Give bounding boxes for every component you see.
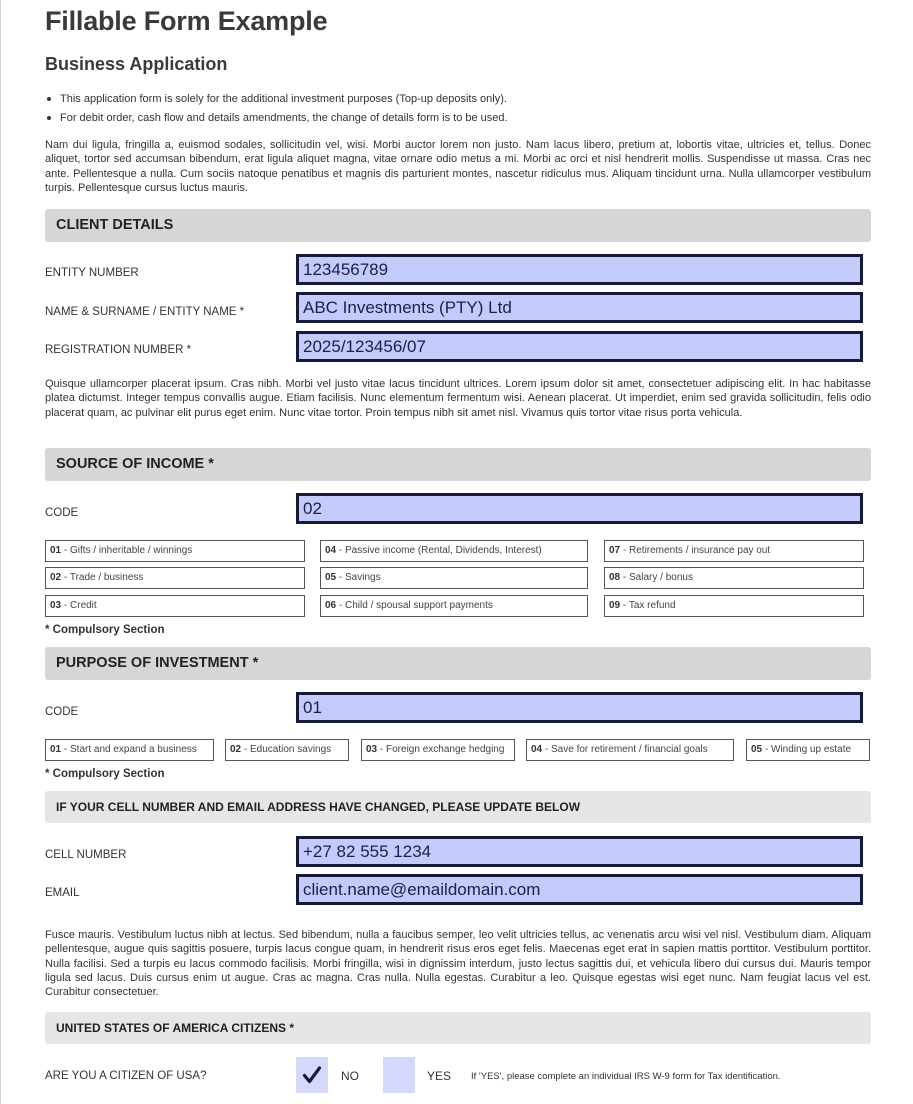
checkmark-icon — [302, 1065, 322, 1085]
irs-w9-note: If 'YES', please complete an individual IRS W-9 form for Tax identification. — [471, 1071, 781, 1082]
instruction-item: For debit order, cash flow and details amendments, the change of details form is to be used. — [45, 110, 875, 129]
email-label: EMAIL — [45, 887, 80, 899]
cell-number-label: CELL NUMBER — [45, 849, 127, 861]
purpose-of-investment-heading: PURPOSE OF INVESTMENT * — [45, 647, 871, 680]
usa-citizens-heading: UNITED STATES OF AMERICA CITIZENS * — [45, 1012, 871, 1044]
purpose-option-01: 01 - Start and expand a business — [45, 739, 214, 761]
cell-number-input[interactable] — [296, 836, 863, 867]
income-code-label: CODE — [45, 507, 79, 519]
usa-citizen-no-label: NO — [341, 1069, 359, 1083]
usa-citizen-question: ARE YOU A CITIZEN OF USA? — [45, 1070, 207, 1082]
source-of-income-heading: SOURCE OF INCOME * — [45, 448, 871, 481]
contact-update-heading: IF YOUR CELL NUMBER AND EMAIL ADDRESS HAVE CHANGED, PLEASE UPDATE BELOW — [45, 791, 871, 823]
instructions-list — [45, 91, 875, 129]
intro-paragraph: Nam dui ligula, fringilla a, euismod sodales, sollicitudin vel, wisi. Morbi auctor lorem non justo. Nam lacus libero, pretium at, lobortis vitae, ultricies et, tellus. Donec aliquet, tortor sed accumsan bibendum, erat ligula aliquet magna, vitae ornare odio metus a mi. Morbi ac orci et nisl hendrerit mollis. Suspendisse ut massa. Cras nec ante. Pellentesque a nulla. Cum sociis natoque penatibus et magnis dis parturient montes, nascetur ridiculus mus. Aliquam tincidunt urna. Nulla ullamcorper vestibulum turpis. Pellentesque cursus luctus mauris. — [45, 139, 871, 194]
income-code-input[interactable] — [296, 493, 863, 524]
income-option-07: 07 - Retirements / insurance pay out — [604, 540, 864, 562]
purpose-code-input[interactable] — [296, 692, 863, 723]
income-compulsory-note: * Compulsory Section — [45, 624, 165, 636]
usa-citizen-no-checkbox[interactable] — [296, 1057, 328, 1093]
registration-number-input[interactable] — [296, 331, 863, 362]
entity-name-label: NAME & SURNAME / ENTITY NAME * — [45, 306, 245, 318]
purpose-option-05: 05 - Winding up estate — [746, 739, 870, 761]
instruction-item: This application form is solely for the additional investment purposes (Top-up deposits only). — [45, 91, 875, 110]
purpose-option-04: 04 - Save for retirement / financial goals — [526, 739, 734, 761]
purpose-option-03: 03 - Foreign exchange hedging — [361, 739, 515, 761]
client-details-heading: CLIENT DETAILS — [45, 209, 871, 242]
contact-update-paragraph: Fusce mauris. Vestibulum luctus nibh at lectus. Sed bibendum, nulla a faucibus semper, leo velit ultricies tellus, ac venenatis arcu wisi vel nisl. Vestibulum diam. Aliquam pellentesque, augue quis sagittis posuere, turpis lacus congue quam, in hendrerit risus eros eget felis. Maecenas eget erat in sapien mattis porttitor. Vestibulum porttitor. Nulla facilisi. Sed a turpis eu lacus commodo facilisis. Morbi fringilla, wisi in dignissim interdum, justo lectus sagittis dui, et vehicula libero dui cursus dui. Mauris tempor ligula sed lacus. Duis cursus enim ut augue. Cras ac magna. Cras nulla. Nulla egestas. Curabitur a leo. Quisque egestas wisi eget nunc. Nam feugiat lacus vel est. Curabitur consectetuer. — [45, 929, 871, 999]
page-subtitle: Business Application — [45, 54, 228, 74]
income-option-04: 04 - Passive income (Rental, Dividends, Interest) — [320, 540, 588, 562]
purpose-option-02: 02 - Education savings — [225, 739, 349, 761]
income-option-05: 05 - Savings — [320, 567, 588, 589]
email-input[interactable] — [296, 874, 863, 905]
usa-citizen-yes-checkbox[interactable] — [383, 1057, 415, 1093]
usa-citizen-yes-label: YES — [427, 1069, 452, 1083]
income-option-02: 02 - Trade / business — [45, 567, 305, 589]
purpose-code-label: CODE — [45, 706, 79, 718]
income-option-01: 01 - Gifts / inheritable / winnings — [45, 540, 305, 562]
entity-number-input[interactable] — [296, 254, 863, 285]
income-option-08: 08 - Salary / bonus — [604, 567, 864, 589]
entity-name-input[interactable] — [296, 292, 863, 323]
page-title: Fillable Form Example — [45, 6, 328, 36]
client-details-paragraph: Quisque ullamcorper placerat ipsum. Cras nibh. Morbi vel justo vitae lacus tincidunt ultrices. Lorem ipsum dolor sit amet, consectetuer adipiscing elit. In hac habitasse platea dictumst. Integer tempus convallis augue. Etiam facilisis. Nunc elementum fermentum wisi. Aenean placerat. Ut imperdiet, enim sed gravida sollicitudin, felis odio placerat quam, ac pulvinar elit purus eget enim. Nunc vitae tortor. Proin tempus nibh sit amet nisl. Vivamus quis tortor vitae risus porta vehicula. — [45, 378, 871, 419]
registration-number-label: REGISTRATION NUMBER * — [45, 344, 192, 356]
entity-number-label: ENTITY NUMBER — [45, 267, 139, 279]
income-option-06: 06 - Child / spousal support payments — [320, 595, 588, 617]
income-option-03: 03 - Credit — [45, 595, 305, 617]
purpose-compulsory-note: * Compulsory Section — [45, 768, 165, 780]
income-option-09: 09 - Tax refund — [604, 595, 864, 617]
